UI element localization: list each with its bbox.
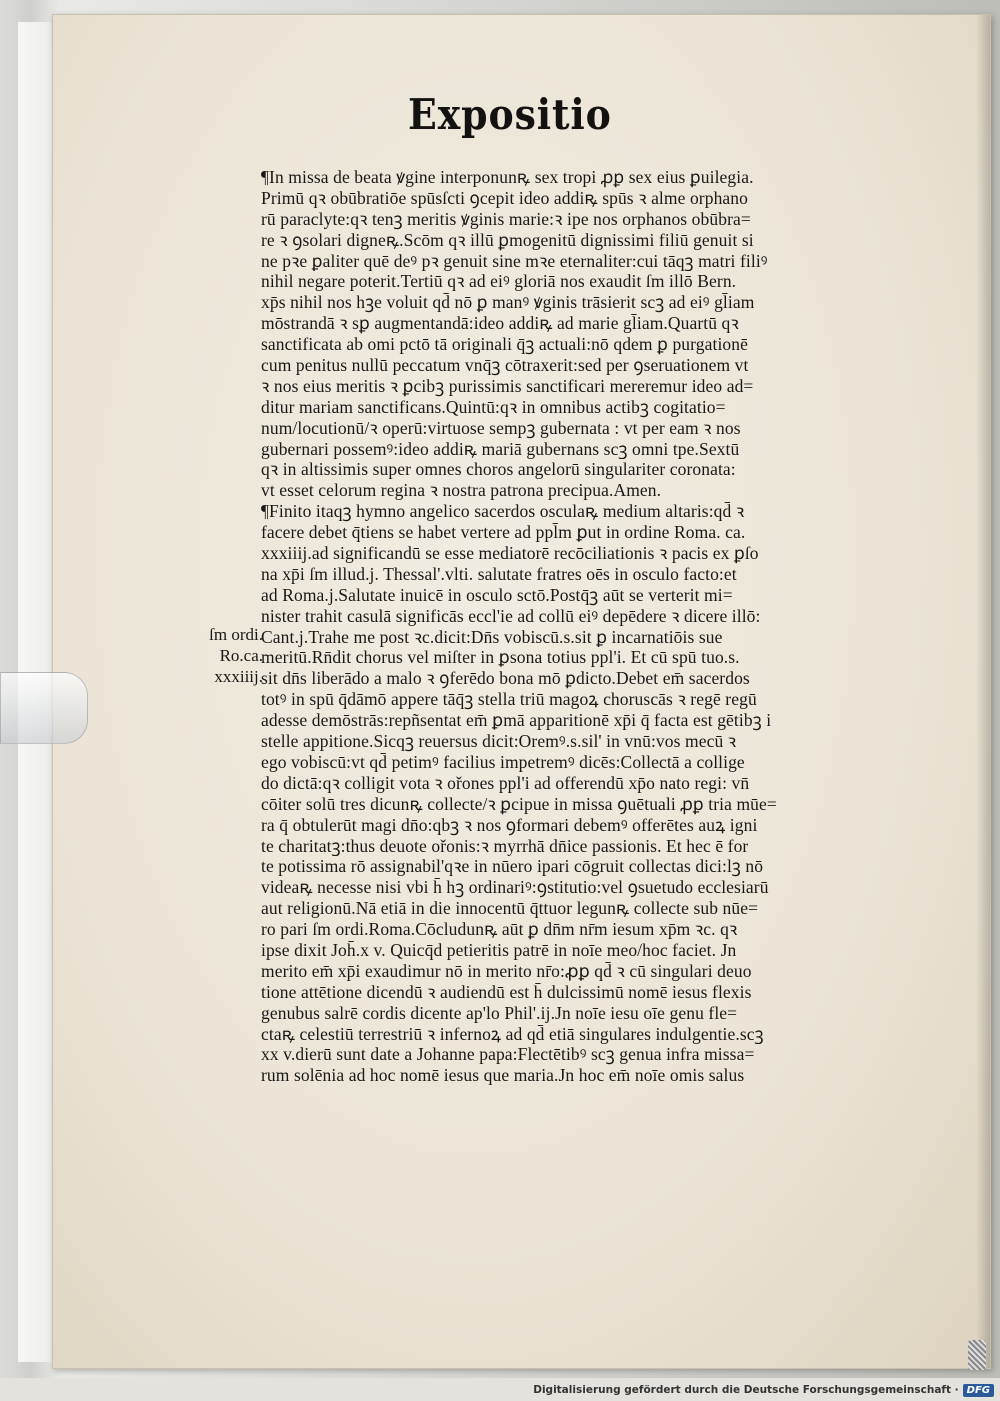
page-gutter-shadow bbox=[976, 15, 990, 1368]
text-line: qꝛ in altissimis super omnes choros angelorū singulariter coronata: bbox=[261, 459, 736, 480]
page-clamp bbox=[0, 672, 88, 744]
text-line: aut religionū.Nā etiā in die innocentū q̄ttuor legunꝶ collecte sub nūe= bbox=[261, 898, 759, 919]
text-line: do dictā:qꝛ colligit vota ꝛ ořones ppl'i ad offerendū xp̄o nato regi: vn̄ bbox=[261, 772, 750, 793]
body-text bbox=[261, 167, 946, 1086]
text-line: xxxiiij.ad significandū se esse mediatorē recōciliationis ꝛ pacis ex ꝑſo bbox=[261, 543, 759, 564]
text-line: rū paraclyte:qꝛ tenꝫ meritis ꝟginis marie:ꝛ ipe nos orphanos obūbra= bbox=[261, 208, 751, 229]
text-line: rum solēnia ad hoc nomē iesus que maria.Jn hoc em̄ noīe omis salus bbox=[261, 1065, 745, 1086]
text-line: gubernari possemꝰ:ideo addiꝶ mariā gubernans scꝫ omni tpe.Sextū bbox=[261, 438, 740, 459]
text-line: nihil negare poterit.Tertiū qꝛ ad eiꝰ gloriā nos exaudit ſm illō Bern. bbox=[261, 271, 737, 292]
text-line: facere debet q̄tiens se habet vertere ad ppl̄m ꝑut in ordine Roma. ca. bbox=[261, 522, 746, 543]
marginal-note-line: xxxiiij. bbox=[214, 667, 263, 686]
text-line: xx v.dierū sunt date a Johanne papa:Flectētibꝰ scꝫ genua infra missa= bbox=[261, 1044, 755, 1065]
text-line: vt esset celorum regina ꝛ nostra patrona precipua.Amen. bbox=[261, 480, 662, 501]
text-line: nister trahit casulā significās eccl'ie ad collū eiꝰ depēdere ꝛ dicere illō: bbox=[261, 605, 761, 626]
text-line: stelle appitione.Sicqꝫ reuersus dicit:Oremꝰ.s.sil' in vnū:vos mecū ꝛ bbox=[261, 731, 737, 752]
text-line: re ꝛ ꝯsolari digneꝶ.Scōm qꝛ illū ꝑmogenitū dignissimi filiū genuit si bbox=[261, 229, 754, 250]
text-line: cōiter solū tres dicunꝶ collecte/ꝛ ꝑcipue in missa ꝯuētuali ꝓꝑ tria mūe= bbox=[261, 793, 777, 814]
dfg-logo: DFG bbox=[963, 1384, 994, 1397]
digitization-footer bbox=[533, 1382, 994, 1398]
text-line: tione attētione dicendū ꝛ audiendū est h̄ dulcissimū nomē iesus flexis bbox=[261, 981, 752, 1002]
text-line: meritū.Rn̄dit chorus vel miſter in ꝑsona totius ppl'i. Et cū spū tuo.s. bbox=[261, 647, 740, 668]
text-line: num/locutionū/ꝛ operū:virtuose sempꝫ gubernata : vt per eam ꝛ nos bbox=[261, 417, 741, 438]
text-line: ctaꝶ celestiū terrestriū ꝛ infernoꝝ ad qd̄ etiā singulares indulgentie.scꝫ bbox=[261, 1023, 764, 1044]
text-line: te charitatꝫ:thus deuote ořonis:ꝛ myrrhā dn̄ice passionis. Et hec ē for bbox=[261, 835, 749, 856]
text-line: ne pꝛe ꝑaliter quē deꝰ pꝛ genuit sine mꝛe eternaliter:cui tāqꝫ matri filiꝰ bbox=[261, 250, 768, 271]
text-line: cum penitus nullū peccatum vnq̄ꝫ cōtraxerit:sed per ꝯseruationem vt bbox=[261, 355, 749, 376]
book-page bbox=[52, 14, 991, 1369]
text-line: merito em̄ xp̄i exaudimur nō in merito nr̄o:ꝓꝑ qd̄ ꝛ cū singulari deuo bbox=[261, 960, 752, 981]
text-line: te potissima rō assignabil'qꝛe in nūero ipari cōgruit collectas dici:lꝫ nō bbox=[261, 856, 764, 877]
text-line: ad Roma.j.Salutate inuicē in osculo sctō.Postq̄ꝫ aūt se verterit mi= bbox=[261, 584, 733, 605]
text-line: sit dn̄s liberādo a malo ꝛ ꝯferēdo bona mō ꝑdicto.Debet em̄ sacerdos bbox=[261, 668, 750, 689]
text-line: na xp̄i ſm illud.j. Thessal'.vlti. salutate fratres oēs in osculo facto:et bbox=[261, 563, 737, 584]
text-line: ¶In missa de beata ꝟgine interponunꝶ sex tropi ꝓꝑ sex eius ꝑuilegia. bbox=[261, 167, 754, 187]
text-line: ra q̄ obtulerūt magi dn̄o:qbꝫ ꝛ nos ꝯformari debemꝰ offerētes auꝝ igni bbox=[261, 814, 758, 835]
text-line: genubus salrē cordis dicente ap'lo Phil'.ij.Jn noīe iesu oīe genu fle= bbox=[261, 1002, 738, 1023]
text-line: Primū qꝛ obūbratiōe spūsſcti ꝯcepit ideo addiꝶ spūs ꝛ alme orphano bbox=[261, 187, 748, 208]
text-line: ¶Finito itaqꝫ hymno angelico sacerdos osculaꝶ medium altaris:qd̄ ꝛ bbox=[261, 501, 745, 522]
footer-credit: Digitalisierung gefördert durch die Deutsche Forschungsgemeinschaft · bbox=[533, 1384, 959, 1396]
text-line: ego vobiscū:vt qd̄ petimꝰ facilius impetremꝰ dicēs:Collectā a collige bbox=[261, 751, 745, 772]
bookmark-ribbon bbox=[968, 1340, 986, 1370]
text-line: sanctificata ab omi pctō tā originali q̄ꝫ actuali:nō qdem ꝑ purgationē bbox=[261, 334, 748, 355]
text-line: ditur mariam sanctificans.Quintū:qꝛ in omnibus actibꝫ cogitatio= bbox=[261, 396, 726, 417]
text-line: ipse dixit Joh̄.x v. Quicq̄d petieritis patrē in noīe meo/hoc faciet. Jn bbox=[261, 939, 737, 960]
marginal-note bbox=[168, 624, 263, 687]
text-line: ro pari ſm ordi.Roma.Cōcludunꝶ aūt ꝑ dn̄m nr̄m iesum xp̄m ꝛc. qꝛ bbox=[261, 919, 738, 940]
text-line: totꝰ in spū q̄dāmō appere tāq̄ꝫ stella triū magoꝝ choruscās ꝛ regē regū bbox=[261, 689, 757, 710]
text-line: ꝛ nos eius meritis ꝛ ꝑcibꝫ purissimis sanctificari mereremur ideo ad= bbox=[261, 375, 754, 396]
text-line: videaꝶ necesse nisi vbi h̄ hꝫ ordinariꝰ:ꝯstitutio:vel ꝯsuetudo ecclesiarū bbox=[261, 877, 769, 898]
marginal-note-line: ſm ordi. bbox=[209, 625, 263, 644]
page-heading: Expositio bbox=[408, 90, 612, 139]
text-line: Cant.j.Trahe me post ꝛc.dicit:Dn̄s vobiscū.s.sit ꝑ incarnatiōis sue bbox=[261, 626, 723, 647]
text-line: xp̄s nihil nos hꝫe voluit qd̄ nō ꝑ manꝰ ꝟginis trāsierit scꝫ ad eiꝰ gl̄iam bbox=[261, 292, 755, 313]
marginal-note-line: Ro.ca. bbox=[219, 646, 263, 665]
text-line: adesse demōstrās:repñsentat em̄ ꝑmā apparitionē xp̄i q̄ facta est gētibꝫ i bbox=[261, 710, 772, 731]
text-line: mōstrandā ꝛ sꝑ augmentandā:ideo addiꝶ ad marie gl̄iam.Quartū qꝛ bbox=[261, 313, 739, 334]
